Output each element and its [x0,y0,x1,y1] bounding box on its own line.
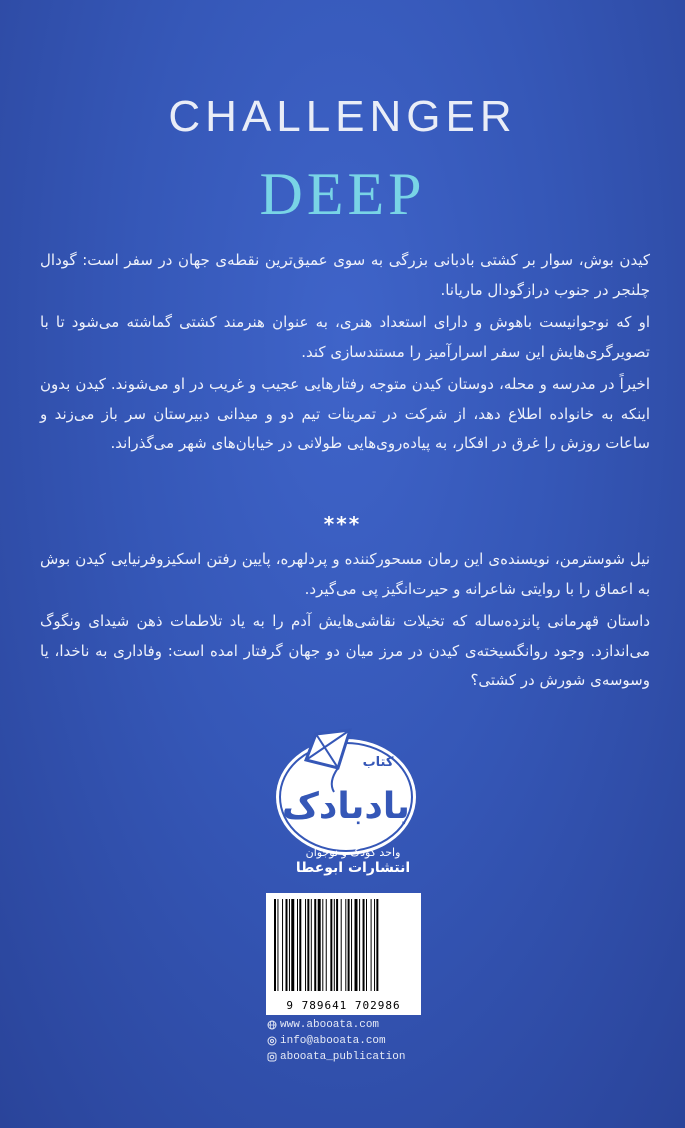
barcode-bar [314,899,316,991]
barcode-bar [363,899,365,991]
website-text: www.abooata.com [280,1019,380,1031]
barcode-bar [330,899,332,991]
email-text: info@abooata.com [280,1035,386,1047]
barcode-bar [289,899,290,991]
barcode-bar [334,899,335,991]
publisher-name: انتشارات ابوعطا [295,860,411,876]
barcode-bar [366,899,367,991]
barcode-bar [371,899,372,991]
barcode-bar [351,899,352,991]
blurb-paragraph-5: داستان قهرمانی پانزده‌ساله که تخیلات نقاشی‌هایش آدم را به یاد تلاطمات ذهن شیدای ونگوگ می‌اندازد. وجود روانگسیخته‌ی کیدن در مرز میان دو جهان گرفتار امده است: وفاداری به ناخدا، یا وسوسه‌ی شورش در کشتی؟ [40,612,650,689]
barcode-bar [355,899,358,991]
barcode-bar [299,899,301,991]
barcode-bar [336,899,338,991]
at-icon [267,1036,277,1046]
barcode-bar [376,899,378,991]
barcode-bar [291,899,294,991]
logo-small-label: کتاب [362,755,394,770]
section-separator: *** [323,512,362,536]
instagram-text: abooata_publication [280,1051,406,1063]
contact-info [267,1017,437,1065]
barcode-bar [322,899,323,991]
title-line-2: DEEP [259,161,426,227]
publisher-subtitle: واحد کودک و نوجوان [305,846,401,859]
instagram-icon [267,1052,277,1062]
barcode-bar [297,899,298,991]
blurb-paragraph-2: او که نوجوانیست باهوش و دارای استعداد هنری، به عنوان هنرمند کشتی گماشته می‌شود تا با تصویرگری‌هایش این سفر اسرارآمیز را مستندسازی کند. [40,313,650,361]
barcode-bars [272,899,415,995]
barcode-bar [318,899,321,991]
barcode-bar [305,899,306,991]
isbn-number: 9 789641 702986 [286,999,401,1012]
instagram-row[interactable] [267,1049,437,1065]
blurb-paragraph-1: کیدن بوش، سوار بر کشتی بادبانی بزرگی به سوی عمیق‌ترین نقطه‌ی جهان در سفر است: گودال چلنجر در جنوب درازگودال ماریانا. [40,251,650,299]
publisher-block [268,846,438,876]
barcode-bar [326,899,327,991]
barcode-bar [374,899,375,991]
barcode-bar [274,899,276,991]
barcode [266,893,421,1015]
email-row[interactable] [267,1033,437,1049]
blurb-paragraph-4: نیل شوسترمن، نویسنده‌ی این رمان مسحورکننده و پردلهره، پایین رفتن اسکیزوفرنیایی کیدن بوش به اعماق را با روایتی شاعرانه و حیرت‌انگیز پی می‌گیرد. [40,550,650,598]
barcode-bar [341,899,342,991]
blurb-paragraph-3: اخیراً در مدرسه و محله، دوستان کیدن متوجه رفتارهایی عجیب و غریب در او می‌شوند. کیدن بدون اینکه به خانواده اطلاع دهد، از شرکت در تمرینات تیم دو و میدانی دبیرستان سر باز می‌زند و ساعات روزش را غرق در افکار، به پیاده‌روی‌هایی طولانی در خیابان‌های شهر می‌گذراند. [40,375,650,452]
barcode-bar [345,899,346,991]
barcode-bar [307,899,309,991]
barcode-bar [359,899,360,991]
website-row[interactable] [267,1017,437,1033]
title-line-1: CHALLENGER [168,92,517,141]
barcode-bar [311,899,312,991]
logo-brand-text: بادبادک [282,786,410,827]
barcode-bar [282,899,283,991]
globe-icon [267,1020,277,1030]
barcode-bar [277,899,278,991]
barcode-bar [286,899,288,991]
barcode-bar [348,899,350,991]
